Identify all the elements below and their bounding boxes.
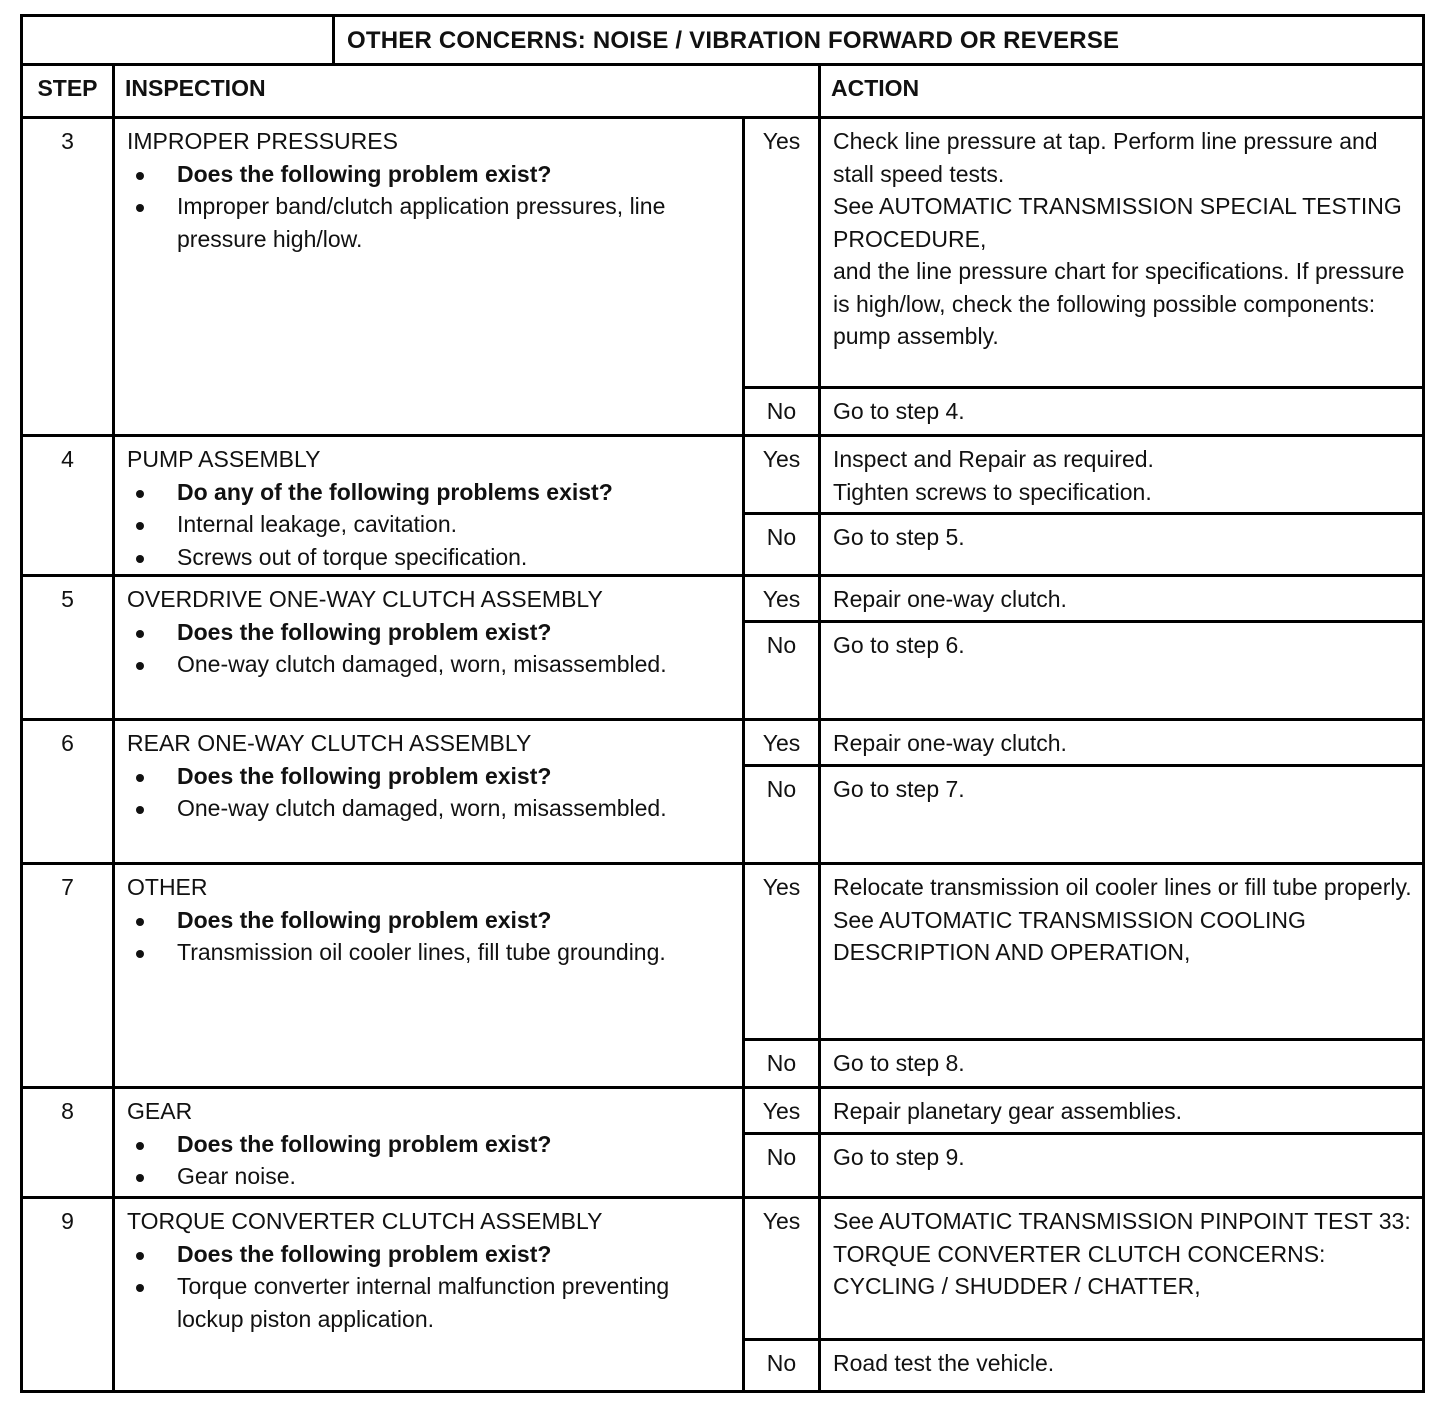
no-label: No [744,1340,820,1392]
inspection-item: Transmission oil cooler lines, fill tube grounding. [127,936,734,969]
no-label: No [744,1134,820,1198]
no-action: Go to step 5. [820,514,1424,576]
yes-action: Check line pressure at tap. Perform line pressure and stall speed tests. See AUTOMATIC TRANSMISSION SPECIAL TESTING PROCEDURE, and the line pressure chart for specifications. If pressure is high/low, check the following possible components: pump assembly. [820,118,1424,388]
title-blank-cell [22,16,334,65]
inspection-item: Internal leakage, cavitation. [127,508,734,541]
step-row-yes [22,576,1424,622]
inspection-title: OTHER [127,874,208,900]
no-label: No [744,1040,820,1088]
no-action: Go to step 9. [820,1134,1424,1198]
yes-label: Yes [744,118,820,388]
inspection-cell [114,864,744,1088]
inspection-item: Gear noise. [127,1160,734,1193]
step-row-yes [22,720,1424,766]
step-number: 4 [22,436,114,576]
inspection-question: Does the following problem exist? [127,760,734,793]
no-label: No [744,388,820,436]
inspection-list [127,1128,734,1193]
inspection-item: Torque converter internal malfunction preventing lockup piston application. [127,1270,734,1335]
step-number: 6 [22,720,114,864]
no-action: Go to step 8. [820,1040,1424,1088]
step-row-yes [22,436,1424,514]
inspection-question: Does the following problem exist? [127,1238,734,1271]
inspection-title: REAR ONE-WAY CLUTCH ASSEMBLY [127,730,532,756]
step-number: 5 [22,576,114,720]
inspection-question: Do any of the following problems exist? [127,476,734,509]
step-row-yes [22,1198,1424,1340]
step-row-yes [22,1088,1424,1134]
inspection-cell [114,436,744,576]
no-action: Road test the vehicle. [820,1340,1424,1392]
title-row [22,16,1424,65]
inspection-list [127,760,734,825]
yes-action: Repair one-way clutch. [820,576,1424,622]
inspection-column-header: INSPECTION [114,65,820,118]
inspection-question: Does the following problem exist? [127,1128,734,1161]
step-number: 7 [22,864,114,1088]
inspection-list [127,904,734,969]
inspection-list [127,476,734,574]
yes-label: Yes [744,576,820,622]
inspection-title: GEAR [127,1098,193,1124]
diagnostic-sheet [20,14,1422,1393]
no-label: No [744,766,820,864]
yes-label: Yes [744,1198,820,1340]
action-column-header: ACTION [820,65,1424,118]
inspection-item: One-way clutch damaged, worn, misassembled. [127,792,734,825]
diagnostic-table [20,14,1425,1393]
inspection-item: Screws out of torque specification. [127,541,734,574]
inspection-list [127,616,734,681]
inspection-title: OVERDRIVE ONE-WAY CLUTCH ASSEMBLY [127,586,603,612]
step-number: 3 [22,118,114,436]
yes-label: Yes [744,864,820,1040]
no-action: Go to step 4. [820,388,1424,436]
inspection-title: PUMP ASSEMBLY [127,446,321,472]
inspection-cell [114,1088,744,1198]
step-number: 8 [22,1088,114,1198]
yes-action: Repair one-way clutch. [820,720,1424,766]
no-label: No [744,514,820,576]
inspection-cell [114,1198,744,1392]
inspection-cell [114,720,744,864]
no-action: Go to step 6. [820,622,1424,720]
step-row-yes [22,118,1424,388]
no-action: Go to step 7. [820,766,1424,864]
inspection-list [127,158,734,256]
inspection-question: Does the following problem exist? [127,904,734,937]
step-column-header: STEP [22,65,114,118]
inspection-cell [114,118,744,436]
inspection-cell [114,576,744,720]
step-number: 9 [22,1198,114,1392]
header-row [22,65,1424,118]
steps-body [22,118,1424,1392]
inspection-question: Does the following problem exist? [127,158,734,191]
yes-action: Repair planetary gear assemblies. [820,1088,1424,1134]
yes-action: Relocate transmission oil cooler lines or fill tube properly. See AUTOMATIC TRANSMISSION COOLING DESCRIPTION AND OPERATION, [820,864,1424,1040]
inspection-title: TORQUE CONVERTER CLUTCH ASSEMBLY [127,1208,603,1234]
inspection-list [127,1238,734,1336]
yes-label: Yes [744,436,820,514]
yes-label: Yes [744,1088,820,1134]
inspection-title: IMPROPER PRESSURES [127,128,398,154]
yes-label: Yes [744,720,820,766]
inspection-item: Improper band/clutch application pressures, line pressure high/low. [127,190,734,255]
inspection-item: One-way clutch damaged, worn, misassembled. [127,648,734,681]
table-title: OTHER CONCERNS: NOISE / VIBRATION FORWARD OR REVERSE [334,16,1424,65]
yes-action: See AUTOMATIC TRANSMISSION PINPOINT TEST 33: TORQUE CONVERTER CLUTCH CONCERNS: CYCLING / SHUDDER / CHATTER, [820,1198,1424,1340]
yes-action: Inspect and Repair as required. Tighten screws to specification. [820,436,1424,514]
step-row-yes [22,864,1424,1040]
no-label: No [744,622,820,720]
inspection-question: Does the following problem exist? [127,616,734,649]
